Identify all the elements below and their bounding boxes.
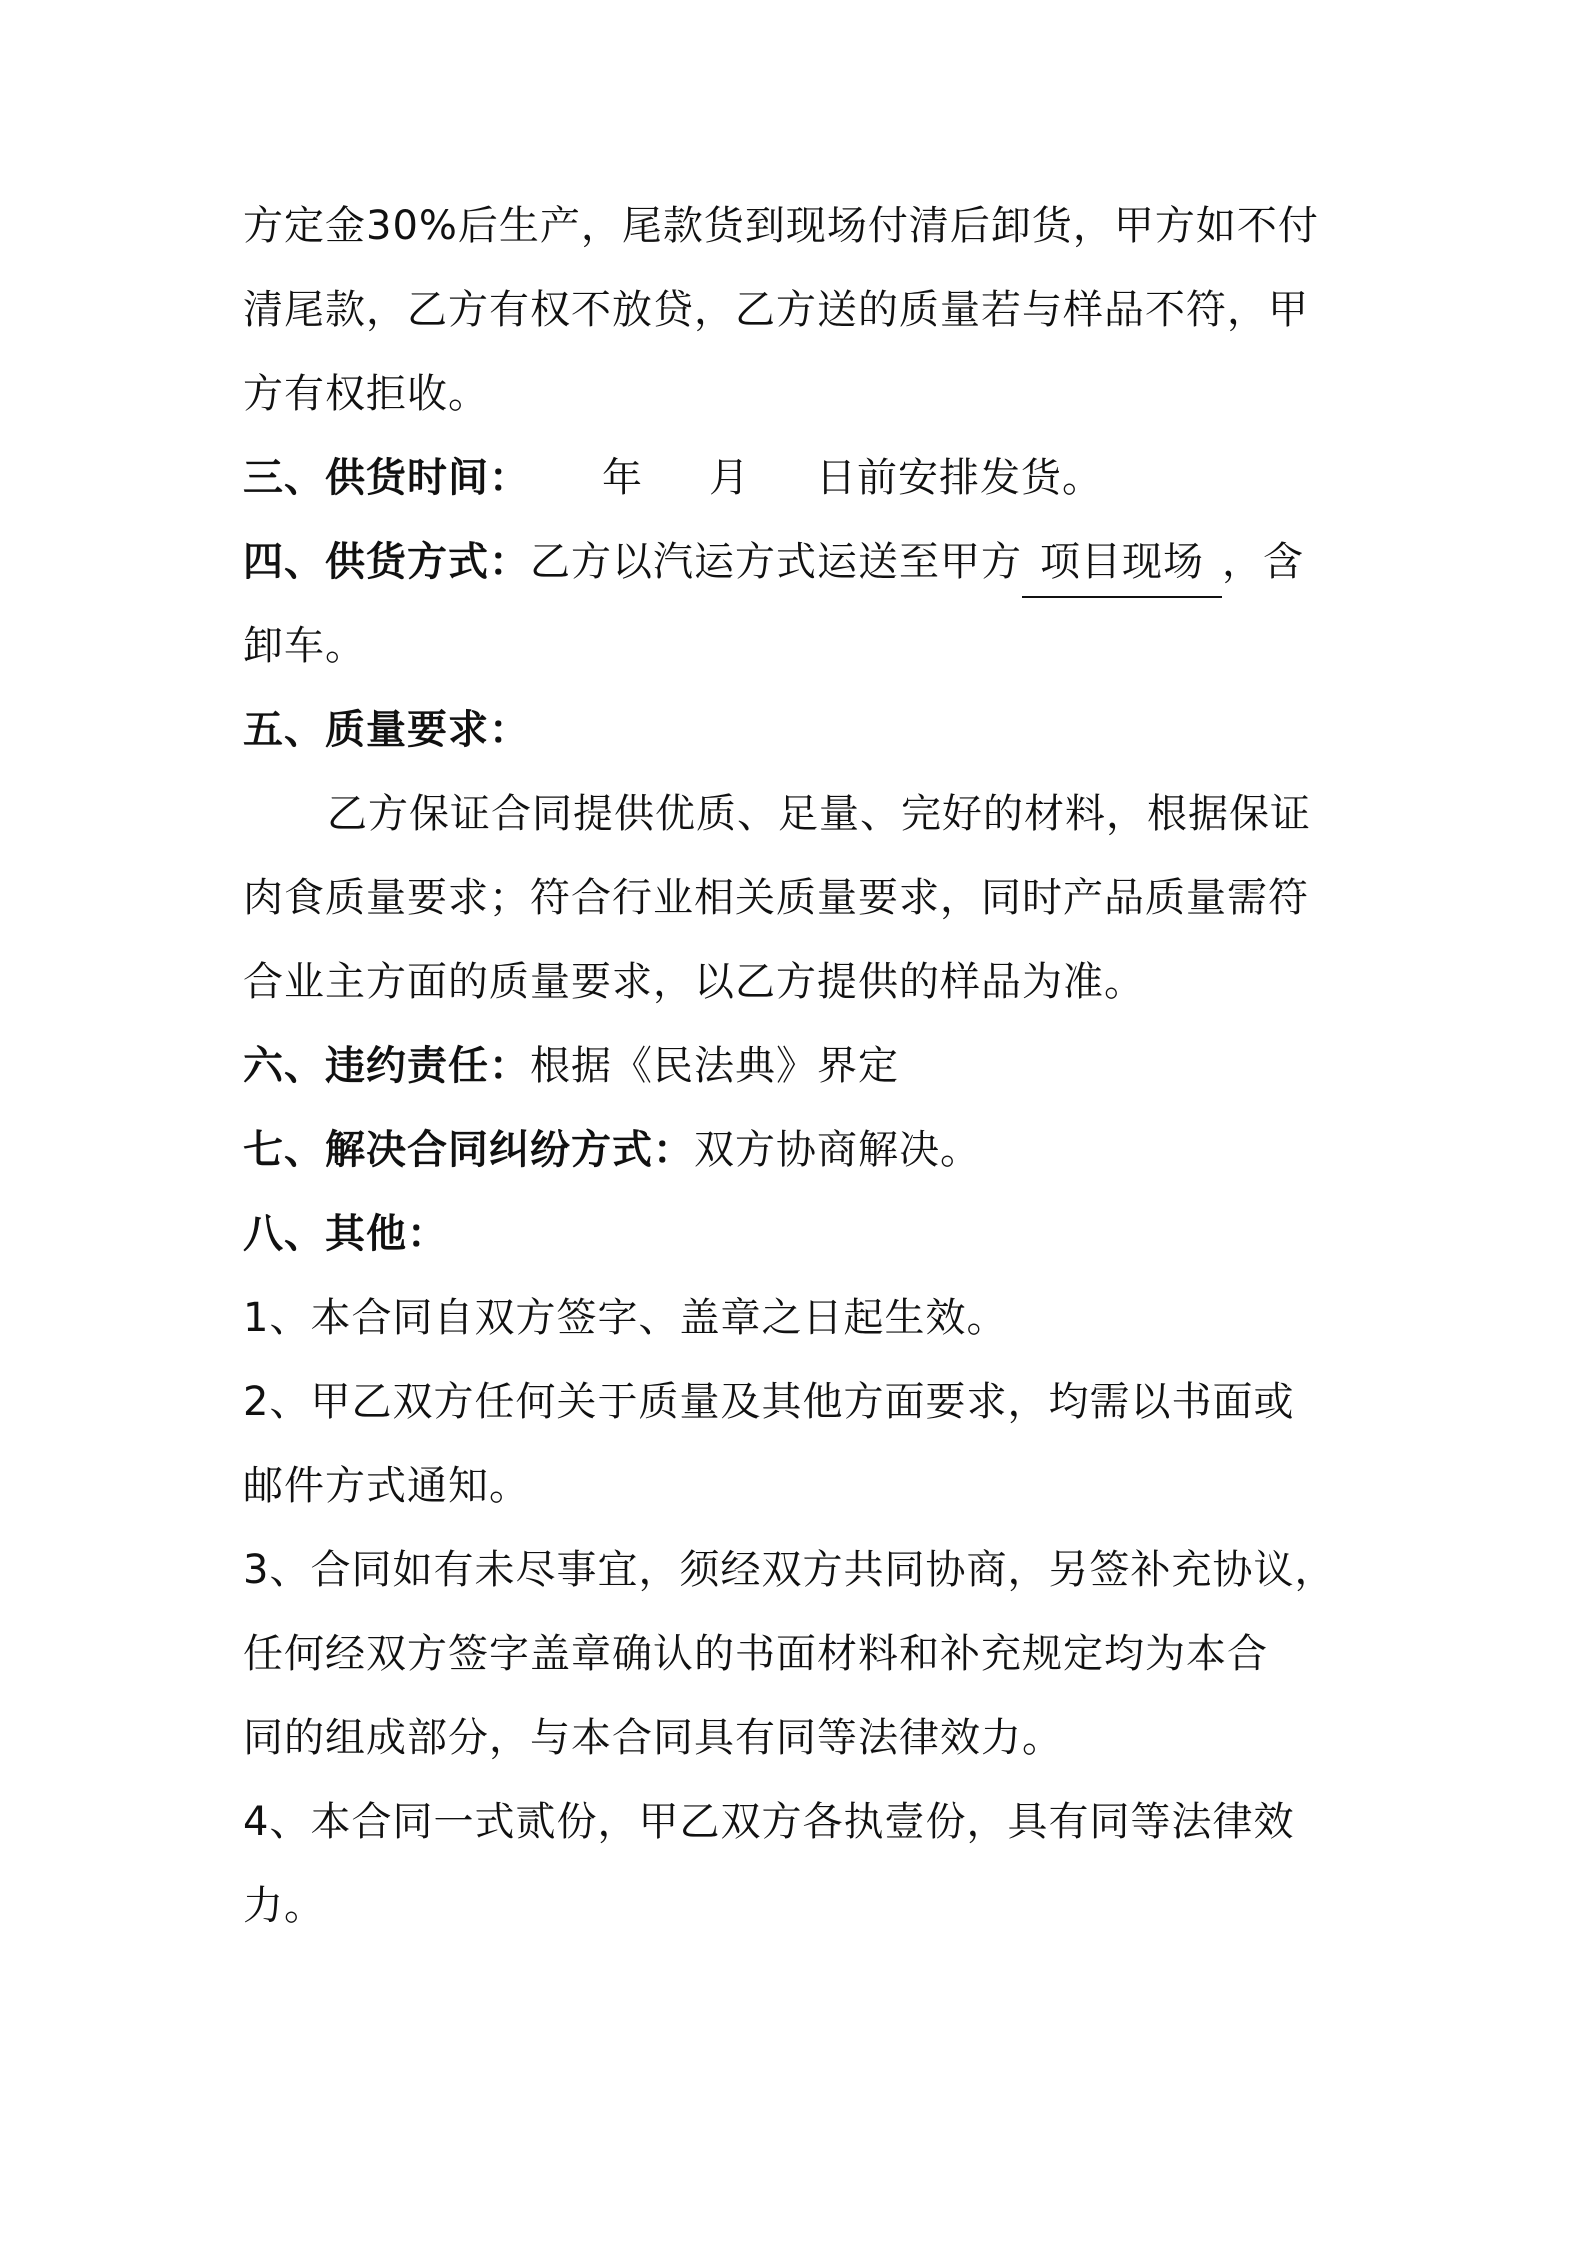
section-7-text: 双方协商解决。 [694, 1127, 981, 1173]
section-7-dispute [243, 1122, 1353, 1178]
section-4-continuation: 卸车。 [243, 623, 366, 669]
section-8-item-1: 1、本合同自双方签字、盖章之日起生效。 [243, 1295, 1008, 1341]
section-4-text-tail: ，含 [1222, 539, 1304, 585]
section-7-label: 七、解决合同纠纷方式： [243, 1127, 694, 1173]
month-label: 月 [709, 455, 750, 501]
section-8-item-3: 3、合同如有未尽事宜，须经双方共同协商，另签补充协议， [243, 1547, 1336, 1593]
section-4-label: 四、供货方式： [243, 539, 530, 585]
section-6-liability [243, 1038, 1353, 1094]
text-line-2: 清尾款，乙方有权不放贷，乙方送的质量若与样品不符，甲 [243, 287, 1309, 333]
section-5-label: 五、质量要求： [243, 707, 530, 753]
section-6-text: 根据《民法典》界定 [530, 1043, 899, 1089]
text-line-1: 方定金30%后生产，尾款货到现场付清后卸货，甲方如不付 [243, 203, 1319, 249]
section-3-label: 三、供货时间： [243, 455, 530, 501]
section-8-item-2: 2、甲乙双方任何关于质量及其他方面要求，均需以书面或 [243, 1379, 1295, 1425]
section-8-item-2-cont: 邮件方式通知。 [243, 1463, 530, 1509]
section-8-item-3-cont-1: 任何经双方签字盖章确认的书面材料和补充规定均为本合 [243, 1631, 1268, 1677]
section-8-item-3-cont-2: 同的组成部分，与本合同具有同等法律效力。 [243, 1715, 1063, 1761]
delivery-place-field: 项目现场 [1022, 534, 1222, 590]
section-8-label: 八、其他： [243, 1211, 448, 1257]
section-6-label: 六、违约责任： [243, 1043, 530, 1089]
section-8-item-4: 4、本合同一式贰份，甲乙双方各执壹份，具有同等法律效 [243, 1799, 1295, 1845]
section-5-line-3: 合业主方面的质量要求，以乙方提供的样品为准。 [243, 959, 1145, 1005]
section-3-text: 日前安排发货。 [816, 455, 1103, 501]
section-3-supply-time [243, 450, 1353, 506]
section-8-item-4-cont: 力。 [243, 1883, 325, 1929]
year-label: 年 [602, 455, 643, 501]
section-5-line-2: 肉食质量要求；符合行业相关质量要求，同时产品质量需符 [243, 875, 1309, 921]
text-line-3: 方有权拒收。 [243, 371, 489, 417]
section-5-line-1: 乙方保证合同提供优质、足量、完好的材料，根据保证 [327, 791, 1311, 837]
section-4-supply-method [243, 534, 1353, 590]
section-4-text: 乙方以汽运方式运送至甲方 [530, 539, 1022, 585]
